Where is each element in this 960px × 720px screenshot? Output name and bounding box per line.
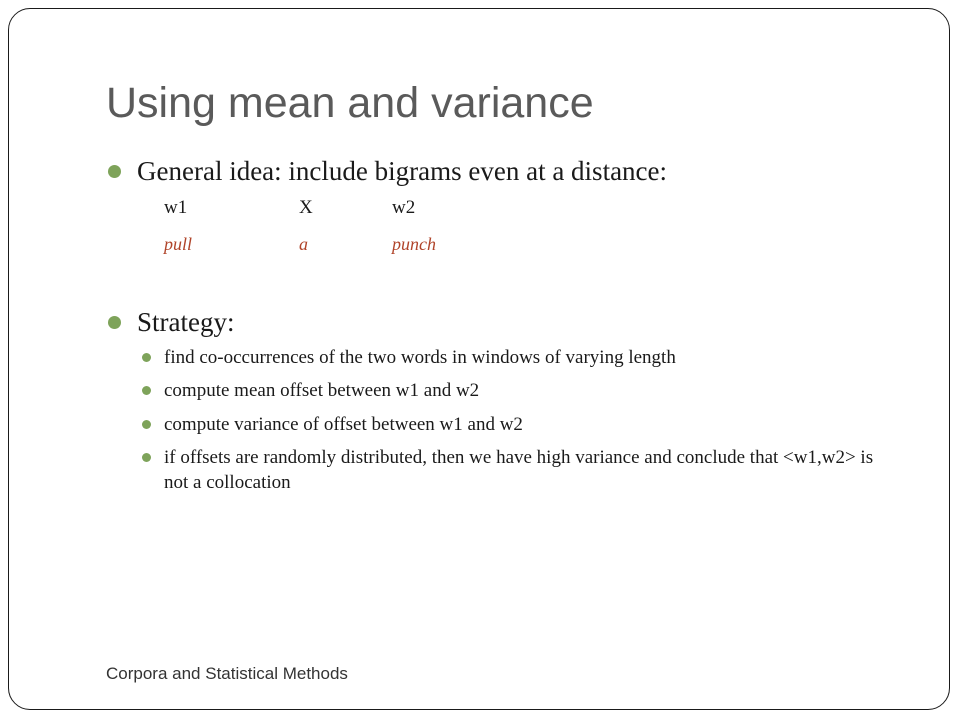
- bullet-general-idea: General idea: include bigrams even at a distance:: [137, 156, 668, 186]
- table-cell-w1: w1: [164, 197, 188, 218]
- subbullet-dot: [142, 420, 151, 429]
- subbullet-variance: compute variance of offset between w1 and w2: [164, 414, 523, 435]
- subbullet-dot: [142, 353, 151, 362]
- bullet-dot: [108, 316, 121, 329]
- table-cell-w2: w2: [392, 197, 416, 218]
- slide-footer: Corpora and Statistical Methods: [106, 664, 348, 683]
- slide-title: Using mean and variance: [106, 79, 594, 127]
- subbullet-mean-offset: compute mean offset between w1 and w2: [164, 380, 480, 401]
- bullet-dot: [108, 165, 121, 178]
- example-cell-punch: punch: [392, 234, 436, 254]
- example-cell-pull: pull: [164, 234, 193, 254]
- table-cell-x: X: [299, 197, 313, 218]
- subbullet-dot: [142, 453, 151, 462]
- subbullet-co-occurrences: find co-occurrences of the two words in windows of varying length: [164, 347, 676, 368]
- subbullet-random-distribution: if offsets are randomly distributed, then we have high variance and conclude that <w1,w2> is not a collocation: [164, 447, 874, 493]
- bullet-strategy: Strategy:: [137, 307, 235, 337]
- subbullet-dot: [142, 386, 151, 395]
- example-cell-a: a: [299, 234, 308, 254]
